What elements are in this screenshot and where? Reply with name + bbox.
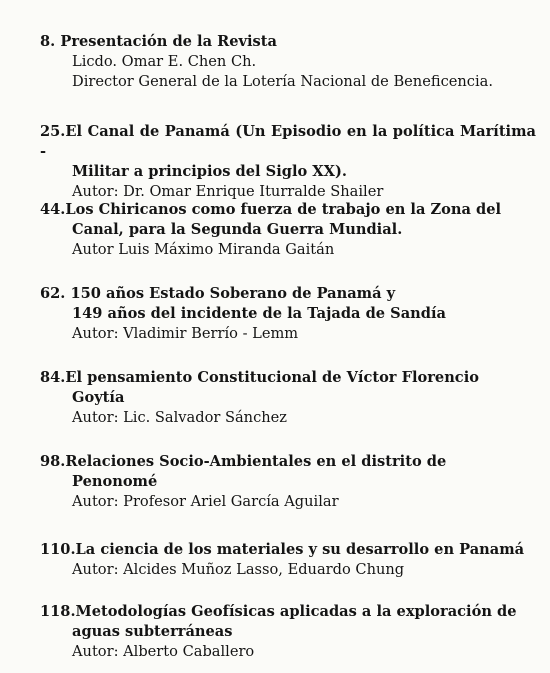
toc-entry [40,32,536,92]
entry-author-role: Director General de la Lotería Nacional de Beneficencia. [72,73,493,90]
entry-title: El pensamiento Constitucional de Víctor Florencio [65,369,479,386]
entry-title-continued: Canal, para la Segunda Guerra Mundial. [72,221,403,238]
entry-title: Relaciones Socio-Ambientales en el distrito de [65,453,447,470]
entry-number: 25. [40,123,66,140]
entry-author: Autor: Vladimir Berrío - Lemm [72,325,299,342]
toc-entry [40,602,536,662]
toc-entry [40,200,536,260]
toc-entry [40,452,536,512]
entry-author: Autor: Dr. Omar Enrique Iturralde Shailer [72,183,384,200]
toc-entry [40,368,536,428]
entry-author: Autor: Profesor Ariel García Aguilar [72,493,339,510]
entry-author: Licdo. Omar E. Chen Ch. [72,53,257,70]
toc-entry [40,122,536,202]
entry-number: 84. [40,369,66,386]
entry-author: Autor: Alcides Muñoz Lasso, Eduardo Chung [72,561,405,578]
entry-number: 8. [40,33,56,50]
entry-title-continued: Goytía [72,389,125,406]
entry-author: Autor: Alberto Caballero [72,643,255,660]
entry-title-continued: aguas subterráneas [72,623,233,640]
entry-number: 44. [40,201,66,218]
entry-title-continued: Penonomé [72,473,158,490]
entry-number: 110. [40,541,76,558]
entry-title: La ciencia de los materiales y su desarrollo en Panamá [75,541,525,558]
toc-entry [40,284,536,344]
entry-title: El Canal de Panamá (Un Episodio en la política Marítima - [40,123,536,160]
toc-entry [40,540,536,580]
entry-title: Los Chiricanos como fuerza de trabajo en la Zona del [65,201,502,218]
entry-number: 118. [40,603,76,620]
entry-number: 98. [40,453,66,470]
entry-title: Presentación de la Revista [60,33,277,50]
entry-title-continued: Militar a principios del Siglo XX). [72,163,347,180]
entry-title: 150 años Estado Soberano de Panamá y [70,285,396,302]
entry-number: 62. [40,285,66,302]
entry-title: Metodologías Geofísicas aplicadas a la exploración de [75,603,517,620]
entry-author: Autor Luis Máximo Miranda Gaitán [72,241,335,258]
entry-title-continued: 149 años del incidente de la Tajada de Sandía [72,305,446,322]
entry-author: Autor: Lic. Salvador Sánchez [72,409,287,426]
